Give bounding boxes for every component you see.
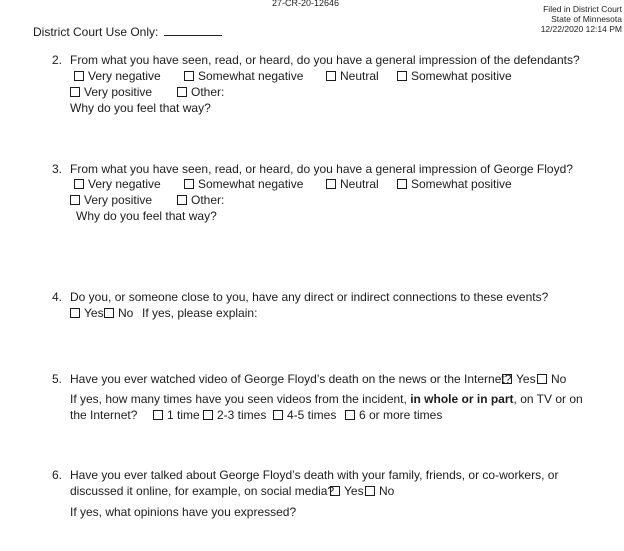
court-use-blank[interactable] (164, 26, 222, 36)
option-label: Very negative (88, 177, 161, 191)
checkbox[interactable] (365, 486, 375, 496)
checkbox[interactable] (70, 195, 80, 205)
option-label: Very positive (84, 85, 153, 99)
case-number: 27-CR-20-12646 (272, 0, 340, 8)
option-label: Very positive (84, 193, 153, 207)
q6-followup: If yes, what opinions have you expressed? (70, 505, 297, 519)
q3-followup: Why do you feel that way? (76, 209, 217, 223)
option-label: 2-3 times (217, 408, 267, 422)
option-label: Somewhat negative (198, 177, 304, 191)
checkbox[interactable] (397, 179, 407, 189)
checkbox[interactable] (70, 87, 80, 97)
checkbox[interactable] (177, 195, 187, 205)
checkbox[interactable] (326, 179, 336, 189)
question-6-number: 6. (52, 468, 63, 482)
q3-option-very-positive[interactable] (70, 193, 152, 207)
checkbox[interactable] (326, 71, 336, 81)
option-label: Yes (516, 372, 536, 386)
checkbox[interactable] (74, 179, 84, 189)
q5-count-4-5-times[interactable] (273, 408, 336, 422)
q4-option-no[interactable] (104, 306, 133, 320)
q5-option-yes[interactable] (502, 372, 536, 386)
option-label: Somewhat positive (411, 69, 512, 83)
checkbox[interactable] (104, 308, 114, 318)
option-label: No (118, 306, 134, 320)
question-2-number: 2. (52, 53, 63, 67)
checkbox[interactable] (273, 410, 283, 420)
question-3-number: 3. (52, 162, 63, 176)
question-4-text: Do you, or someone close to you, have any direct or indirect connections to these events? (70, 290, 549, 304)
checkbox[interactable] (203, 410, 213, 420)
checkbox[interactable] (177, 87, 187, 97)
checkbox[interactable] (74, 71, 84, 81)
option-label: No (551, 372, 567, 386)
q5-followup-prefix: If yes, how many times have you seen videos from the incident, (70, 392, 407, 406)
q5-option-no[interactable] (537, 372, 566, 386)
filed-line-2: State of Minnesota (551, 14, 622, 24)
checkbox[interactable] (345, 410, 355, 420)
court-use-only (33, 25, 222, 39)
q2-option-somewhat-positive[interactable] (397, 69, 512, 83)
q3-option-very-negative[interactable] (74, 177, 161, 191)
filed-line-3: 12/22/2020 12:14 PM (540, 24, 622, 34)
q6-option-yes[interactable] (330, 484, 364, 498)
checkbox[interactable] (153, 410, 163, 420)
question-5-number: 5. (52, 372, 63, 386)
filed-stamp (541, 4, 622, 34)
q2-followup: Why do you feel that way? (70, 101, 211, 115)
q2-option-neutral[interactable] (326, 69, 379, 83)
q3-option-somewhat-positive[interactable] (397, 177, 512, 191)
q5-followup-line2: the Internet? (70, 408, 138, 422)
q3-option-other[interactable] (177, 193, 224, 207)
court-use-label: District Court Use Only: (33, 25, 159, 39)
option-label: Somewhat negative (198, 69, 304, 83)
q6-option-no[interactable] (365, 484, 394, 498)
q2-option-somewhat-negative[interactable] (184, 69, 303, 83)
q5-followup (70, 392, 583, 406)
q5-followup-suffix: , on TV or on (513, 392, 583, 406)
q5-followup-bold: in whole or in part (410, 392, 514, 406)
option-label: Somewhat positive (411, 177, 512, 191)
q2-option-other[interactable] (177, 85, 224, 99)
question-3-text: From what you have seen, read, or heard, do you have a general impression of George Floyd? (70, 162, 573, 176)
q3-option-neutral[interactable] (326, 177, 379, 191)
option-label: 4-5 times (287, 408, 337, 422)
option-label: Neutral (340, 69, 379, 83)
q4-option-yes[interactable] (70, 306, 104, 320)
option-label: No (379, 484, 395, 498)
q5-count-6-or-more[interactable] (345, 408, 442, 422)
checkbox[interactable] (184, 179, 194, 189)
option-label: Other: (191, 85, 225, 99)
question-6-text-line2: discussed it online, for example, on social media? (70, 484, 335, 498)
checkbox[interactable] (502, 374, 512, 384)
checkbox[interactable] (397, 71, 407, 81)
q4-followup: If yes, please explain: (142, 306, 258, 320)
question-2-text: From what you have seen, read, or heard, do you have a general impression of the defendants? (70, 53, 580, 67)
checkbox[interactable] (70, 308, 80, 318)
option-label: 1 time (167, 408, 200, 422)
option-label: Neutral (340, 177, 379, 191)
q5-count-2-3-times[interactable] (203, 408, 266, 422)
option-label: 6 or more times (359, 408, 443, 422)
checkbox[interactable] (537, 374, 547, 384)
q2-option-very-positive[interactable] (70, 85, 152, 99)
question-6-text-line1: Have you ever talked about George Floyd’s death with your family, friends, or co-workers, or (70, 468, 559, 482)
question-5-text: Have you ever watched video of George Floyd’s death on the news or the Internet? (70, 372, 512, 386)
checkbox[interactable] (330, 486, 340, 496)
filed-line-1: Filed in District Court (543, 4, 622, 14)
option-label: Yes (344, 484, 364, 498)
option-label: Very negative (88, 69, 161, 83)
option-label: Other: (191, 193, 225, 207)
question-4-number: 4. (52, 290, 63, 304)
q3-option-somewhat-negative[interactable] (184, 177, 303, 191)
q5-count-1-time[interactable] (153, 408, 200, 422)
checkbox[interactable] (184, 71, 194, 81)
q2-option-very-negative[interactable] (74, 69, 161, 83)
option-label: Yes (84, 306, 104, 320)
